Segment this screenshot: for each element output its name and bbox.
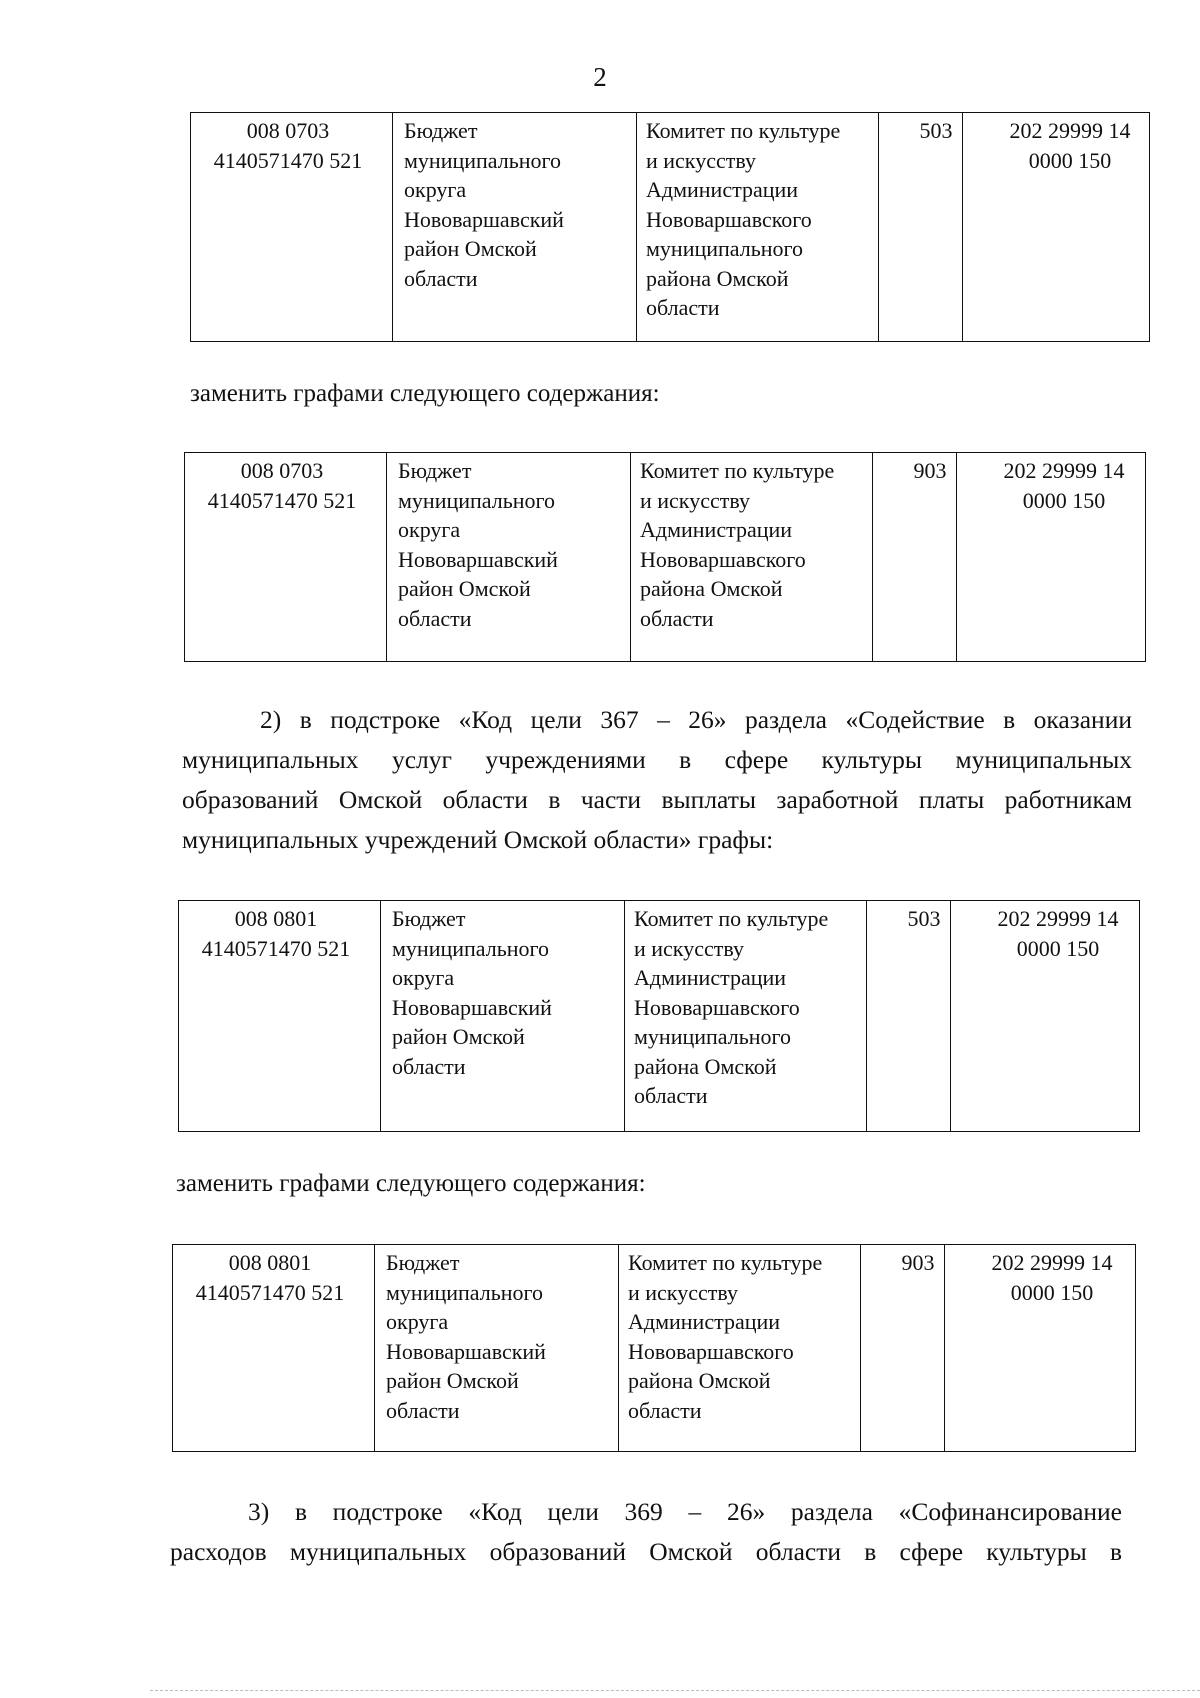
budget-table-2-old <box>178 900 1140 1132</box>
column-divider <box>380 900 381 1132</box>
administrator-code-cell: 903 <box>901 1250 935 1275</box>
budget-name-cell: Бюджет муниципального округа Нововаршавский район Омской области <box>386 1250 546 1423</box>
page-number: 2 <box>593 62 607 92</box>
budget-name-cell: Бюджет муниципального округа Нововаршавский район Омской области <box>404 118 564 291</box>
column-divider <box>624 900 625 1132</box>
budget-table-1-new <box>184 452 1146 662</box>
budget-name-cell: Бюджет муниципального округа Нововаршавский район Омской области <box>398 458 558 631</box>
target-code-cell: 008 0801 4140571470 521 <box>201 906 351 961</box>
column-divider <box>386 452 387 662</box>
column-divider <box>636 112 637 342</box>
replace-label-2: заменить графами следующего содержания: <box>176 1170 646 1197</box>
revenue-code-cell: 202 29999 14 0000 150 <box>991 1250 1113 1305</box>
paragraph-3: 3) в подстроке «Код цели 369 – 26» раздела «Софинансирование расходов муниципальных образований Омской области в сфере культуры в <box>170 1497 1122 1566</box>
revenue-code-cell: 202 29999 14 0000 150 <box>997 906 1119 961</box>
administrator-cell: Комитет по культуре и искусству Администрации Нововаршавского муниципального района Омской области <box>634 906 829 1108</box>
administrator-cell: Комитет по культуре и искусству Администрации Нововаршавского района Омской области <box>628 1250 823 1423</box>
administrator-code-cell: 503 <box>919 118 953 143</box>
budget-name-cell: Бюджет муниципального округа Нововаршавский район Омской области <box>392 906 552 1079</box>
column-divider <box>374 1244 375 1452</box>
target-code-cell: 008 0801 4140571470 521 <box>195 1250 345 1305</box>
column-divider <box>618 1244 619 1452</box>
replace-label-1: заменить графами следующего содержания: <box>190 380 660 407</box>
paragraph-2: 2) в подстроке «Код цели 367 – 26» раздела «Содействие в оказании муниципальных услуг учреждениями в сфере культуры муниципальных образований Омской области в части выплаты заработной платы работникам муниципальных учреждений Омской области» графы: <box>182 705 1132 854</box>
revenue-code-cell: 202 29999 14 0000 150 <box>1003 458 1125 513</box>
budget-table-1-old <box>190 112 1150 342</box>
target-code-cell: 008 0703 4140571470 521 <box>213 118 363 173</box>
administrator-code-cell: 503 <box>907 906 941 931</box>
administrator-code-cell: 903 <box>913 458 947 483</box>
administrator-cell: Комитет по культуре и искусству Администрации Нововаршавского муниципального района Омской области <box>646 118 841 320</box>
scan-artifact-line <box>150 1690 1200 1691</box>
administrator-cell: Комитет по культуре и искусству Администрации Нововаршавского района Омской области <box>640 458 835 631</box>
column-divider <box>950 900 951 1132</box>
column-divider <box>392 112 393 342</box>
column-divider <box>630 452 631 662</box>
revenue-code-cell: 202 29999 14 0000 150 <box>1009 118 1131 173</box>
budget-table-2-new <box>172 1244 1136 1452</box>
column-divider <box>962 112 963 342</box>
target-code-cell: 008 0703 4140571470 521 <box>207 458 357 513</box>
